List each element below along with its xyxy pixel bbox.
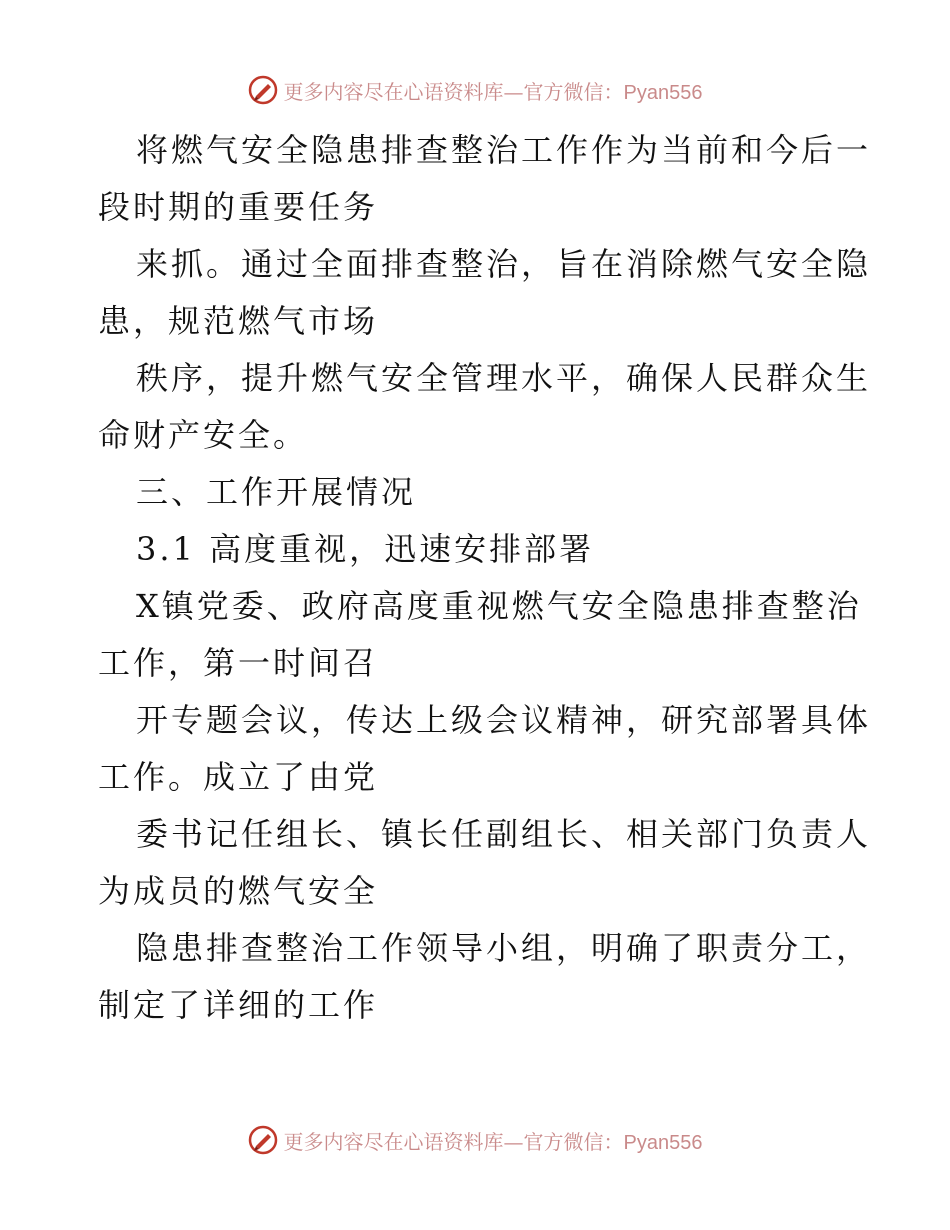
body-line: 工作。成立了由党	[98, 758, 379, 796]
body-line: 为成员的燃气安全	[98, 872, 379, 910]
document-body	[98, 122, 872, 1034]
body-line: 来抓。通过全面排查整治，旨在消除燃气安全隐	[136, 245, 872, 283]
header-banner	[0, 70, 950, 110]
logo-icon	[248, 1125, 278, 1155]
body-line: 秩序，提升燃气安全管理水平，确保人民群众生	[136, 359, 872, 397]
footer-banner	[0, 1120, 950, 1160]
body-line: 段时期的重要任务	[98, 188, 379, 226]
footer-banner-text: 更多内容尽在心语资料库—官方微信：Pyan556	[283, 1129, 703, 1154]
body-line: 将燃气安全隐患排查整治工作作为当前和今后一	[136, 131, 872, 169]
body-line: 开专题会议，传达上级会议精神，研究部署具体	[136, 701, 872, 739]
body-line: 患，规范燃气市场	[98, 302, 379, 340]
body-line: 命财产安全。	[98, 416, 309, 454]
body-line: 制定了详细的工作	[98, 986, 379, 1024]
body-line: X镇党委、政府高度重视燃气安全隐患排查整治	[136, 587, 862, 625]
subsection-heading: 3.1 高度重视，迅速安排部署	[136, 530, 595, 568]
header-banner-text: 更多内容尽在心语资料库—官方微信：Pyan556	[283, 79, 703, 104]
body-line: 委书记任组长、镇长任副组长、相关部门负责人	[136, 815, 872, 853]
body-line: 工作，第一时间召	[98, 644, 379, 682]
body-line: 隐患排查整治工作领导小组，明确了职责分工，	[136, 929, 872, 967]
logo-icon	[248, 75, 278, 105]
section-heading: 三、工作开展情况	[136, 473, 417, 511]
